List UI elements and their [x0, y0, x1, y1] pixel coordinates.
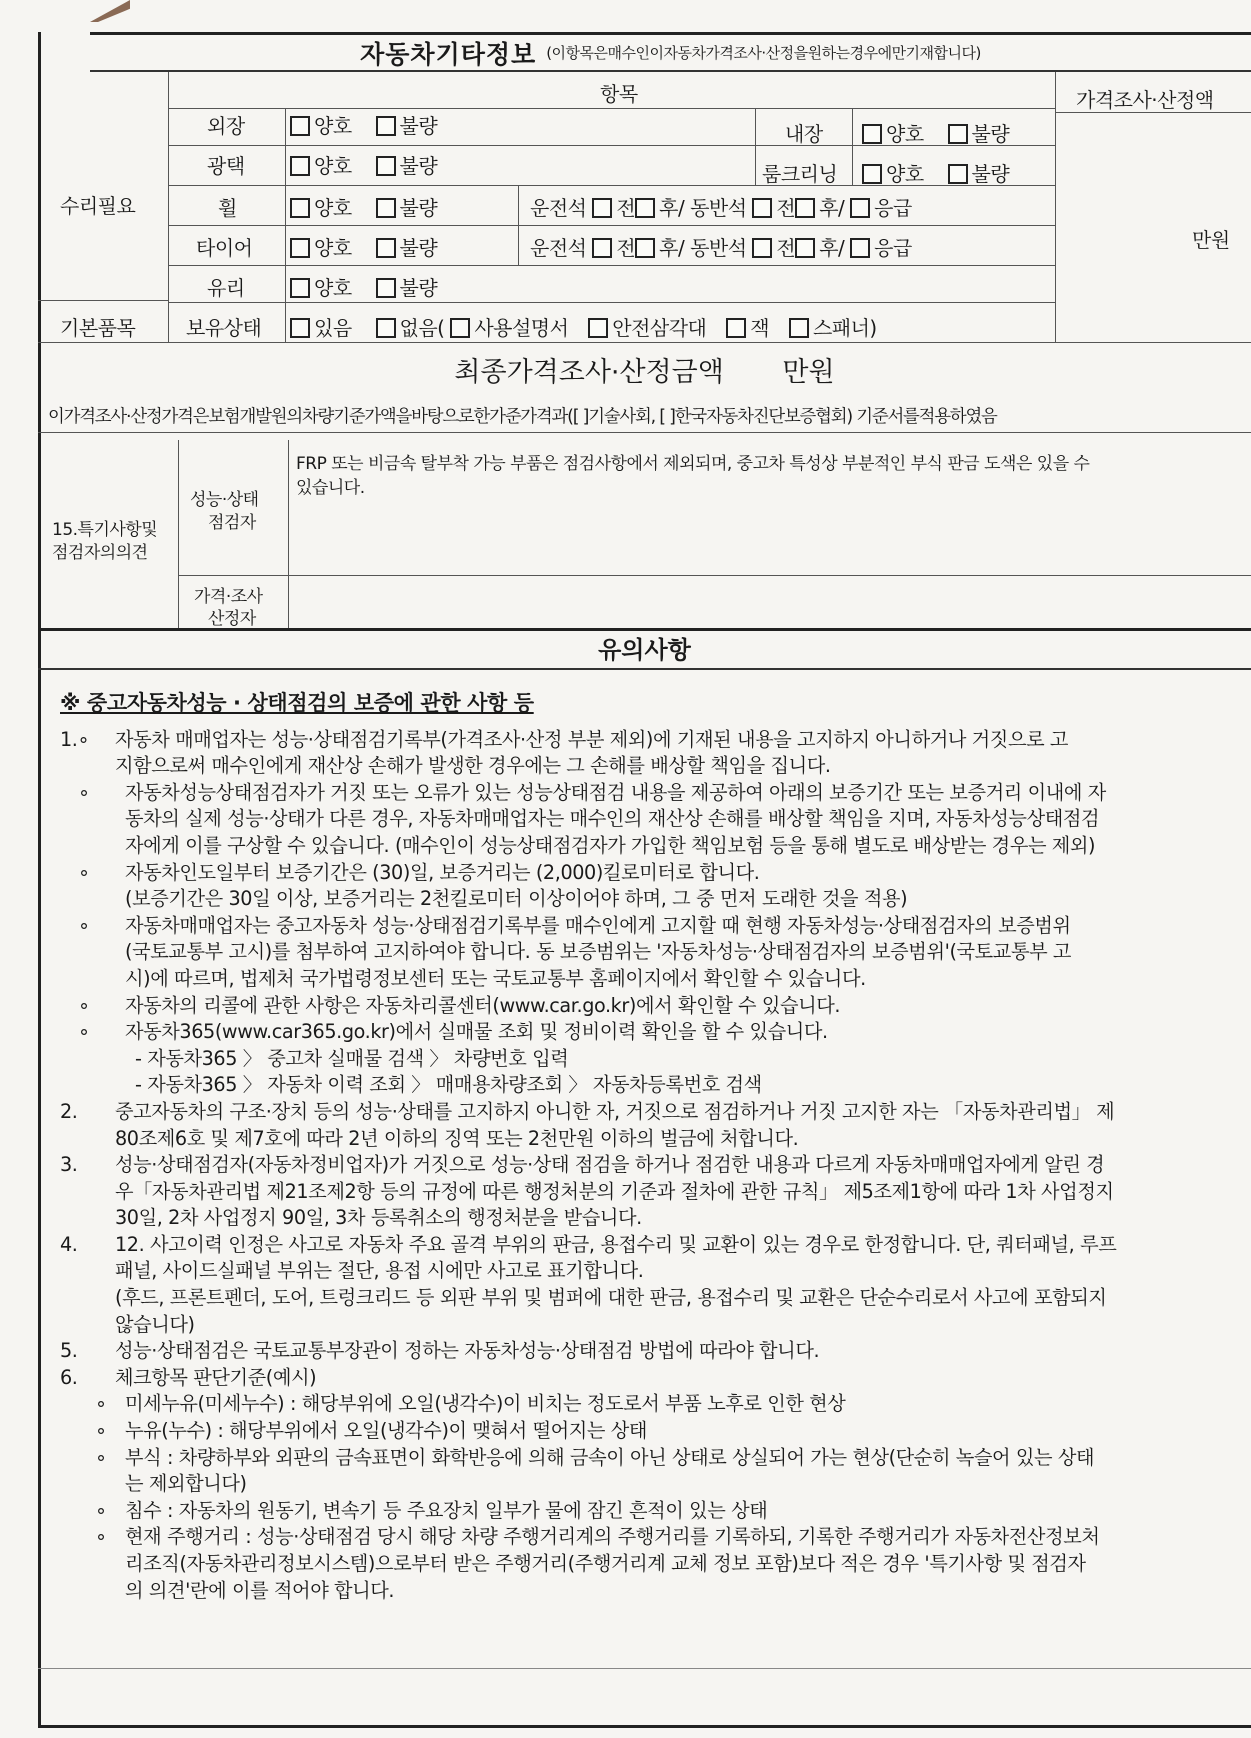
page-title: 자동차기타정보 — [360, 39, 537, 69]
notes-lines — [60, 727, 1220, 1605]
row-label-exterior: 외장 — [207, 114, 245, 138]
notes-text: 현재 주행거리 : 성능·상태점검 당시 해당 차량 주행거리계의 주행거리를 기록하되, 기록한 주행거리가 자동차전산정보처 — [125, 1525, 1100, 1549]
bottom-rule — [38, 1668, 1251, 1669]
notes-line — [60, 1179, 1220, 1206]
corner-mark — [90, 0, 130, 22]
checkbox[interactable] — [726, 318, 746, 338]
notes-bullet: ∘ — [78, 913, 90, 937]
checkbox[interactable] — [376, 238, 396, 258]
exterior-options: 양호 불량 — [290, 110, 455, 139]
notes-line — [60, 1232, 1220, 1259]
checkbox[interactable] — [752, 198, 772, 218]
notes-text: 30일, 2차 사업정지 90일, 3차 등록취소의 행정처분을 받습니다. — [115, 1206, 642, 1230]
glass-options: 양호 불량 — [290, 272, 455, 301]
notes-bullet: ∘ — [95, 1525, 107, 1549]
notes-bullet: ∘ — [95, 1419, 107, 1443]
notes-line — [60, 1338, 1220, 1365]
final-price-unit: 만원 — [782, 357, 835, 388]
notes-line — [60, 1285, 1220, 1312]
notes-bullet: ∘ — [78, 780, 90, 804]
row-label-possession: 보유상태 — [186, 316, 262, 340]
notes-text: 미세누유(미세누수) : 해당부위에 오일(냉각수)이 비치는 정도로서 부품 노후로 인한 현상 — [125, 1392, 846, 1416]
inspector-label-line1: 성능·상태 — [190, 490, 259, 510]
checkbox[interactable] — [850, 238, 870, 258]
notes-line — [60, 966, 1220, 993]
notes-line — [60, 1391, 1220, 1418]
notes-text: (후드, 프론트펜더, 도어, 트렁크리드 등 외판 부위 및 범퍼에 대한 판금, 용접수리 및 교환은 단순수리로서 사고에 포함되지 — [115, 1286, 1107, 1310]
notes-text: 자동차성능상태점검자가 거짓 또는 오류가 있는 성능상태점검 내용을 제공하여 아래의 보증기간 또는 보증거리 이내에 자 — [125, 780, 1106, 804]
notes-line — [60, 1152, 1220, 1179]
inspector-label-line2: 점검자 — [208, 513, 256, 533]
notes-line — [60, 1365, 1220, 1392]
notes-bullet: 5. — [60, 1339, 78, 1363]
price-unit: 만원 — [1192, 228, 1230, 252]
row-label-room-clean: 룸크리닝 — [762, 162, 838, 186]
notes-text: 시)에 따르며, 법제처 국가법령정보센터 또는 국토교통부 홈페이지에서 확인할 수 있습니다. — [125, 966, 866, 990]
page-subtitle: (이항목은매수인이자동차가격조사·산정을원하는경우에만기재합니다) — [546, 44, 981, 62]
notes-line — [60, 1126, 1220, 1153]
inspector-text-line2: 있습니다. — [296, 478, 365, 498]
notes-line — [60, 939, 1220, 966]
notes-line — [60, 806, 1220, 833]
notes-bullet: 1.∘ — [60, 727, 90, 751]
row-label-interior: 내장 — [785, 122, 823, 146]
checkbox[interactable] — [376, 116, 396, 136]
notes-bullet: 6. — [60, 1365, 78, 1389]
notes-bullet: ∘ — [95, 1498, 107, 1522]
notes-text: 누유(누수) : 해당부위에서 오일(냉각수)이 맺혀서 떨어지는 상태 — [125, 1419, 647, 1443]
notes-line — [60, 1418, 1220, 1445]
checkbox[interactable] — [850, 198, 870, 218]
notes-bullet: ∘ — [78, 1020, 90, 1044]
notes-text: 자동차365(www.car365.go.kr)에서 실매물 조회 및 정비이력 확인을 할 수 있습니다. — [125, 1020, 828, 1044]
possession-options: 있음 없음( 사용설명서 안전삼각대 잭 스패너) — [290, 312, 877, 341]
notes-line — [60, 727, 1220, 754]
notes-heading: ※ 중고자동차성능 · 상태점검의 보증에 관한 사항 등 — [60, 691, 534, 715]
checkbox[interactable] — [450, 318, 470, 338]
notes-text: 자에게 이를 구상할 수 있습니다. (매수인이 성능상태점검자가 가입한 책임보험 등을 통해 별도로 배상받는 경우는 제외) — [125, 833, 1096, 857]
notes-line — [60, 860, 1220, 887]
row-label-gloss: 광택 — [207, 154, 245, 178]
inspector-text-line1: FRP 또는 비금속 탈부착 가능 부품은 점검사항에서 제외되며, 중고차 특성상 부분적인 부식 판금 도색은 있을 수 — [296, 454, 1090, 474]
notes-line — [60, 1551, 1220, 1578]
notes-text: 않습니다) — [115, 1312, 195, 1336]
notes-text: - 자동차365 〉 자동차 이력 조회 〉 매매용차량조회 〉 자동차등록번호 검색 — [135, 1073, 762, 1097]
checkbox[interactable] — [376, 198, 396, 218]
notes-line — [60, 1072, 1220, 1099]
notes-line — [60, 1258, 1220, 1285]
checkbox[interactable] — [376, 156, 396, 176]
notes-text: 자동차의 리콜에 관한 사항은 자동차리콜센터(www.car.go.kr)에서 확인할 수 있습니다. — [125, 993, 841, 1017]
notes-text: 자동차매매업자는 중고자동차 성능·상태점검기록부를 매수인에게 고지할 때 현행 자동차성능·상태점검자의 보증범위 — [125, 913, 1071, 937]
notes-text: 체크항목 판단기준(예시) — [115, 1365, 317, 1389]
interior-options: 양호 불량 — [862, 118, 1027, 147]
appraiser-label-line1: 가격·조사 — [194, 587, 263, 607]
notes-text: 12. 사고이력 인정은 사고로 자동차 주요 골격 부위의 판금, 용접수리 및 교환이 있는 경우로 한정합니다. 단, 쿼터패널, 루프 — [115, 1232, 1117, 1256]
row-label-tire: 타이어 — [196, 236, 253, 260]
notes-line — [60, 753, 1220, 780]
notes-bullet: ∘ — [95, 1445, 107, 1469]
gloss-options: 양호 불량 — [290, 150, 455, 179]
notes-bullet: ∘ — [95, 1392, 107, 1416]
checkbox[interactable] — [948, 124, 968, 144]
row-label-glass: 유리 — [207, 276, 245, 300]
notes-text: (보증기간은 30일 이상, 보증거리는 2천킬로미터 이상이어야 하며, 그 중 먼저 도래한 것을 적용) — [125, 887, 908, 911]
notes-text: 자동차 매매업자는 성능·상태점검기록부(가격조사·산정 부분 제외)에 기재된 내용을 고지하지 아니하거나 거짓으로 고 — [115, 727, 1069, 751]
special-label-line2: 점검자의의견 — [52, 543, 148, 563]
special-label-line1: 15.특기사항및 — [52, 520, 158, 540]
notes-text: 침수 : 자동차의 원동기, 변속기 등 주요장치 일부가 물에 잠긴 흔적이 있는 상태 — [125, 1498, 768, 1522]
notes-bullet: ∘ — [78, 993, 90, 1017]
checkbox[interactable] — [635, 238, 655, 258]
notes-text: 부식 : 차량하부와 외판의 금속표면이 화학반응에 의해 금속이 아닌 상태로 상실되어 가는 현상(단순히 녹슬어 있는 상태 — [125, 1445, 1095, 1469]
notes-line — [60, 1312, 1220, 1339]
notes-header: 유의사항 — [38, 628, 1251, 670]
notes-text: 성능·상태점검자(자동차정비업자)가 거짓으로 성능·상태 점검을 하거나 점검한 내용과 다르게 자동차매매업자에게 알린 경 — [115, 1153, 1105, 1177]
checkbox[interactable] — [795, 198, 815, 218]
notes-line — [60, 1498, 1220, 1525]
tire-options: 양호 불량 — [290, 232, 455, 261]
notes-section — [60, 690, 1220, 1604]
checkbox[interactable] — [290, 318, 310, 338]
checkbox[interactable] — [862, 124, 882, 144]
section-title-row — [90, 32, 1251, 72]
notes-line — [60, 1205, 1220, 1232]
final-price-label: 최종가격조사·산정금액 — [454, 357, 724, 388]
notes-bullet: 3. — [60, 1153, 78, 1177]
notes-line — [60, 1445, 1220, 1472]
notes-text: 우「자동차관리법 제21조제2항 등의 규정에 따른 행정처분의 기준과 절차에 관한 규칙」 제5조제1항에 따라 1차 사업정지 — [115, 1179, 1114, 1203]
notes-text: 의 의견'란에 이를 적어야 합니다. — [125, 1578, 395, 1602]
notes-bullet: 2. — [60, 1099, 78, 1123]
final-price-row — [38, 350, 1251, 389]
notes-line — [60, 1046, 1220, 1073]
checkbox[interactable] — [290, 116, 310, 136]
notes-bullet: ∘ — [78, 860, 90, 884]
checkbox[interactable] — [795, 238, 815, 258]
notes-text: 지함으로써 매수인에게 재산상 손해가 발생한 경우에는 그 손해를 배상할 책임을 집니다. — [115, 754, 831, 778]
row-label-wheel: 휠 — [218, 196, 237, 220]
notes-line — [60, 913, 1220, 940]
basic-items-label: 기본품목 — [60, 316, 136, 340]
checkbox[interactable] — [290, 238, 310, 258]
final-price-note: 이가격조사·산정가격은보험개발원의차량기준가액을바탕으로한가준가격과([ ]기술사회, [ ]한국자동차진단보증협회) 기준서를적용하였음 — [48, 407, 997, 427]
tire-position-options: 운전석 전 후/ 동반석 전 후/ 응급 — [530, 236, 912, 260]
table-header-price: 가격조사·산정액 — [1076, 88, 1214, 112]
notes-line — [60, 833, 1220, 860]
wheel-options: 양호 불량 — [290, 192, 455, 221]
table-header-item: 항목 — [600, 82, 638, 106]
checkbox[interactable] — [290, 198, 310, 218]
checkbox[interactable] — [376, 318, 396, 338]
checkbox[interactable] — [592, 198, 612, 218]
checkbox[interactable] — [752, 238, 772, 258]
notes-text: (국토교통부 고시)를 첨부하여 고지하여야 합니다. 동 보증범위는 '자동차성능·상태점검자의 보증범위'(국토교통부 고 — [125, 940, 1072, 964]
notes-text: 자동차인도일부터 보증기간은 (30)일, 보증거리는 (2,000)킬로미터로 합니다. — [125, 860, 760, 884]
notes-text: - 자동차365 〉 중고차 실매물 검색 〉 차량번호 입력 — [135, 1046, 569, 1070]
notes-line — [60, 1099, 1220, 1126]
notes-line — [60, 1524, 1220, 1551]
checkbox[interactable] — [635, 198, 655, 218]
notes-text: 성능·상태점검은 국토교통부장관이 정하는 자동차성능·상태점검 방법에 따라야 합니다. — [115, 1339, 820, 1363]
checkbox[interactable] — [376, 278, 396, 298]
notes-text: 80조제6호 및 제7호에 따라 2년 이하의 징역 또는 2천만원 이하의 벌금에 처합니다. — [115, 1126, 799, 1150]
notes-line — [60, 886, 1220, 913]
notes-text: 중고자동차의 구조·장치 등의 성능·상태를 고지하지 아니한 자, 거짓으로 점검하거나 거짓 고지한 자는 「자동차관리법」 제 — [115, 1099, 1115, 1123]
repair-needed-label: 수리필요 — [60, 194, 136, 218]
checkbox[interactable] — [290, 278, 310, 298]
notes-text: 리조직(자동차관리정보시스템)으로부터 받은 주행거리(주행거리계 교체 정보 포함)보다 적은 경우 '특기사항 및 점검자 — [125, 1552, 1086, 1575]
checkbox[interactable] — [862, 164, 882, 184]
notes-line — [60, 780, 1220, 807]
checkbox[interactable] — [290, 156, 310, 176]
room-clean-options: 양호 불량 — [862, 158, 1027, 187]
checkbox[interactable] — [789, 318, 809, 338]
checkbox[interactable] — [948, 164, 968, 184]
notes-text: 패널, 사이드실패널 부위는 절단, 용접 시에만 사고로 표기합니다. — [115, 1259, 644, 1283]
notes-text: 동차의 실제 성능·상태가 다른 경우, 자동차매매업자는 매수인의 재산상 손해를 배상할 책임을 지며, 자동차성능상태점검 — [125, 807, 1100, 831]
notes-line — [60, 1471, 1220, 1498]
notes-line — [60, 993, 1220, 1020]
notes-bullet: 4. — [60, 1232, 78, 1256]
notes-text: 는 제외합니다) — [125, 1472, 247, 1496]
checkbox[interactable] — [588, 318, 608, 338]
notes-line — [60, 1019, 1220, 1046]
notes-line — [60, 1578, 1220, 1605]
wheel-position-options: 운전석 전 후/ 동반석 전 후/ 응급 — [530, 196, 912, 220]
checkbox[interactable] — [592, 238, 612, 258]
appraiser-label-line2: 산정자 — [208, 609, 256, 629]
